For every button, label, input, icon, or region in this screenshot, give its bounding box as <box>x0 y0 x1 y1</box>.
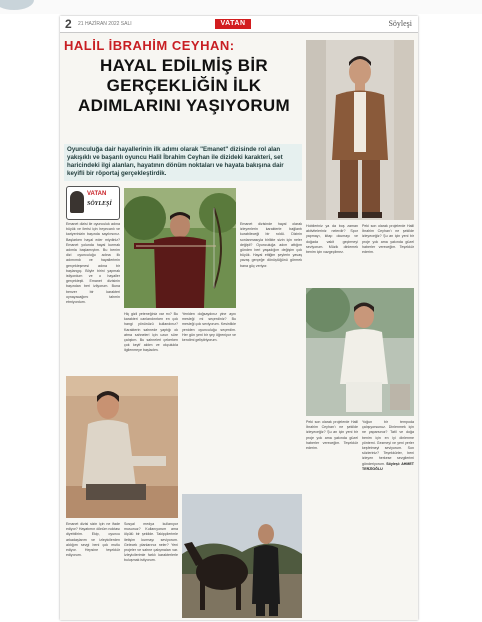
issue-date: 21 HAZİRAN 2022 SALI <box>78 21 132 27</box>
interview-badge <box>66 186 120 220</box>
photo-white-outfit <box>306 288 414 416</box>
photo-brown-suit <box>306 40 414 220</box>
browser-top-shade <box>0 0 482 14</box>
column-text: Sosyal medya kullanıyor musunuz? Kullanıyorum ama ölçülü bir şekilde. Takipçilerimle iletişim kurmayı seviyorum. Gelecek planlarınız neler? Yeni projeler ve sahne çalışmaları var. İzleyicilerimle farklı karakterlerle buluşmak istiyorum. <box>124 522 178 563</box>
newspaper-page <box>60 16 418 620</box>
column-text: Hobileriniz ya da boş zaman aktiviteleriniz nelerdir? Spor yapmayı, kitap okumayı ve doğada vakit geçirmeyi seviyorum. Müzik dinlemek benim için vazgeçilmez. <box>306 224 358 255</box>
column-text: Peki son olarak projelerde Halil İbrahim Ceyhan'ı ne şekilde izleyeceğiz? Şu an için yeni bir proje yok ama yakında güzel haberler vereceğim. Teşekkür ederim. <box>362 224 414 255</box>
headline-line-2: GERÇEKLİĞİN İLK <box>106 76 262 95</box>
headline-name: HALİL İBRAHİM CEYHAN: <box>64 38 235 53</box>
text-column-1 <box>66 222 120 372</box>
text-column-4 <box>182 312 236 512</box>
lead-paragraph: Oyunculuğa dair hayallerinin ilk adımı olarak "Emanet" dizisinde rol alan yakışıklı ve başarılı oyuncu Halil İbrahim Ceyhan ile dizideki karakteri, set haricindeki ilgi alanları, hayatının dönüm noktaları ve hayata bakışına dair keyifli bir röportaj gerçekleştirdik. <box>64 144 302 181</box>
text-column-6 <box>124 522 178 616</box>
column-text: Peki son olarak projelerde Halil İbrahim Ceyhan'ı ne şekilde izleyeceğiz? Şu an için yeni bir proje yok ama yakında güzel haberler vereceğim. Teşekkür ederim. <box>306 420 358 451</box>
headline-line-3: ADIMLARINI YAŞIYORUM <box>78 96 290 115</box>
page-number: 2 <box>65 17 72 31</box>
photo-seated-man <box>66 376 178 518</box>
text-column-9 <box>306 420 358 616</box>
column-text: Yoğun bir tempoda çalışıyorsunuz. Dinlenmek için ne yaparsınız? Tatil ve doğa benim için en iyi dinlenme yöntemi. Gezmeyi ve yeni yerler keşfetmeyi seviyorum. Son sözleriniz? Teşekkürler, beni izleyen herkese sevgilerimi gönderiyorum. <box>362 420 414 466</box>
text-column-10 <box>362 420 414 616</box>
column-text: Yeniden doğsaydınız yine aynı mesleği mi seçerdiniz? Bu mesleği çok seviyorum. Kesinlikle yeniden oyunculuğu seçerdim. Her gün yeni bir şey öğreniyor ve kendimi geliştiriyorum. <box>182 312 236 343</box>
column-text: Hiç gizli yeteneğiniz var mı? Bu karakteri canlandırırken en çok hangi yönünüzü kullandınız? Karakterin sahnede yaptığı ok atma sahneleri için uzun süre çalıştım. Bu sahneleri çekerken çok keyif aldım ve okçulukla ilgilenmeye başladım. <box>124 312 178 353</box>
badge-title: VATAN <box>87 191 107 197</box>
author-signature: Söyleşi: AHMET TERZİOĞLU <box>362 461 414 471</box>
headline-main <box>64 56 304 116</box>
photo-archer <box>124 188 236 308</box>
text-column-3 <box>124 312 178 372</box>
text-column-7 <box>306 224 358 284</box>
badge-portrait <box>70 191 84 213</box>
headline-line-1: HAYAL EDİLMİŞ BİR <box>100 56 268 75</box>
text-column-8 <box>362 224 414 284</box>
newspaper-logo: VATAN <box>215 19 251 29</box>
column-text: Emanet dizisinde hayal olarak izleyenlerin karakterle bağlantı kurabileceği bir roldü. Dizinin sonlanmasıyla birlikte sizin için neler değişti? Oyunculuğa adım attığım günden beri yaşadığım değişim çok büyük. Hayal ettiğim şeylerin yavaş yavaş gerçeğe dönüştüğünü görmek bana güç veriyor. <box>240 222 302 268</box>
text-column-5 <box>66 522 120 616</box>
column-text: Emanet dizisi sizin için ne ifade ediyor? Hayatımın dönüm noktası diyebilirim. Ekip, oyuncu arkadaşlarım ve izleyicilerden aldığım sevgi beni çok mutlu ediyor. Hepsine teşekkür ediyorum. <box>66 522 120 558</box>
page-header <box>60 16 418 33</box>
photo-horse <box>182 494 302 618</box>
section-label: Söyleşi <box>388 19 412 28</box>
column-text: Emanet dizisi ile oyunculuk adına büyük ve ilerisi için heyecanlı ve kariyerinizin başında sayılırsınız. Başlarken hayal eder miydiniz? Emanet yolunda hayal kurmak adımla başlamıştım. Bu benim dizi oyunculuğu adına ilk adımımdı ve hayallerimin gerçekleşmesi adına bir başlangıç. Böyle birini yapmak istiyordum ve o hayaller gerçekleşti. Emanet dizisinin başından beri izliyorum. Buna benzer bir karakteri oynayacağımı tahmin etmiyordum. <box>66 222 120 305</box>
badge-subtitle: SÖYLEŞİ <box>87 201 112 207</box>
text-column-2 <box>240 222 302 372</box>
avatar-partial <box>0 0 34 10</box>
